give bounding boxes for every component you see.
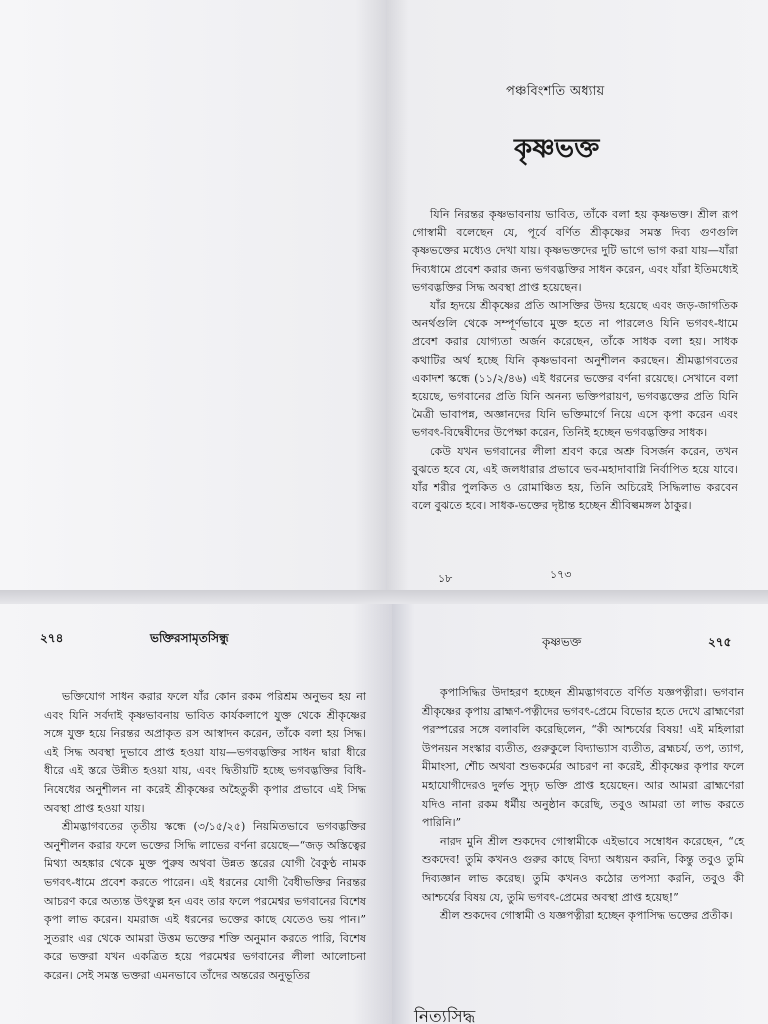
chapter-body	[412, 206, 738, 515]
lower-book-spread	[0, 604, 768, 1024]
paragraph: কৃপাসিদ্ধির উদাহরণ হচ্ছেন শ্রীমদ্ভাগবতে বর্ণিত যজ্ঞপত্নীরা। ভগবান শ্রীকৃষ্ণের কৃপায় ব্রাহ্মণ-পত্নীদের ভগবৎ-প্রেমে বিভোর হতে দেখে ব্রাহ্মণেরা পরস্পরের সঙ্গে বলাবলি করেছিলেন, “কী আশ্চর্যের বিষয়! এই মহিলারা উপনয়ন সংস্কার ব্যতীত, গুরুকুলে বিদ্যাভ্যাস ব্যতীত, ব্রহ্মচর্য, তপ, ত্যাগ, মীমাংসা, শৌচ অথবা শুভকর্মের আচরণ না করেই, শ্রীকৃষ্ণের কৃপার ফলে মহাযোগীদেরও দুর্লভ সুদৃঢ় ভক্তি প্রাপ্ত হয়েছেন। আর আমরা ব্রাহ্মণেরা যদিও নানা রকম ধর্মীয় অনুষ্ঠান করেছি, তবুও আমরা তা লাভ করতে পারিনি।”	[422, 686, 744, 830]
running-title: ভক্তিরসামৃতসিন্ধু	[150, 631, 229, 645]
spread-divider	[0, 590, 768, 604]
paragraph: শ্রীমদ্ভাগবতের তৃতীয় স্কন্ধে (৩/১৫/২৫) নিয়মিতভাবে ভগবদ্ভক্তির অনুশীলন করার ফলে ভক্তের সিদ্ধি লাভের বর্ণনা রয়েছে—“জড় অস্তিত্বের মিথ্যা অহঙ্কার থেকে মুক্ত পুরুষ অথবা উন্নত স্তরের যোগী বৈকুণ্ঠ নামক ভগবৎ-ধামে প্রবেশ করতে পারেন। এই ধরনের যোগী বৈধীভক্তির নিরন্তর আচরণ করে অত্যন্ত উৎফুল্ল হন এবং তার ফলে পরমেশ্বর ভগবানের বিশেষ কৃপা লাভ করেন। যমরাজ এই ধরনের ভক্তের কাছে যেতেও ভয় পান।” সুতরাং এর থেকে আমরা উত্তম ভক্তের শক্তি অনুমান করতে পারি, বিশেষ করে ভক্তরা যখন একত্রিত হয়ে পরমেশ্বর ভগবানের লীলা আলোচনা করেন। সেই সমস্ত ভক্তরা এমনভাবে তাঁদের অন্তরের অনুভূতির	[44, 820, 366, 982]
page-number: ১৭৩	[550, 568, 572, 581]
page-number: ২৭৫	[708, 635, 732, 649]
signature-mark: ১৮	[438, 572, 453, 585]
paragraph: যাঁর হৃদয়ে শ্রীকৃষ্ণের প্রতি আসক্তির উদয় হয়েছে এবং জড়-জাগতিক অনর্থগুলি থেকে সম্পূর্ণভাবে মুক্ত হতে না পারলেও যিনি ভগবৎ-ধামে প্রবেশ করার যোগ্যতা অর্জন করেছেন, তাঁকে সাধক বলা হয়। সাধক কথাটির অর্থ হচ্ছে যিনি কৃষ্ণভাবনা অনুশীলন করছেন। শ্রীমদ্ভাগবতের একাদশ স্কন্ধে (১১/২/৪৬) এই ধরনের ভক্তের বর্ণনা রয়েছে। সেখানে বলা হয়েছে, ভগবানের প্রতি যিনি অনন্য ভক্তিপরায়ণ, ভগবদ্ভক্তের প্রতি যিনি মৈত্রী ভাবাপন্ন, অজ্ঞানদের যিনি ভক্তিমার্গে নিয়ে এসে কৃপা করেন এবং ভগবৎ-বিদ্বেষীদের উপেক্ষা করেন, তিনিই হচ্ছেন ভগবদ্ভক্তির সাধক।	[412, 299, 738, 440]
paragraph: নারদ মুনি শ্রীল শুকদেব গোস্বামীকে এইভাবে সম্বোধন করেছেন, “হে শুকদেব! তুমি কখনও গুরুর কাছে বিদ্যা অধ্যয়ন করনি, কিন্তু তবুও তুমি দিব্যজ্ঞান লাভ করেছ। তুমি কখনও কঠোর তপস্যা করনি, তবুও কী আশ্চর্যের বিষয় যে, তুমি ভগবৎ-প্রেমের অবস্থা প্রাপ্ত হয়েছ!”	[422, 834, 744, 904]
running-title: কৃষ্ণভক্ত	[542, 635, 582, 649]
paragraph: ভক্তিযোগ সাধন করার ফলে যাঁর কোন রকম পরিশ্রম অনুভব হয় না এবং যিনি সর্বদাই কৃষ্ণভাবনায় ভাবিত কার্যকলাপে যুক্ত থেকে শ্রীকৃষ্ণের সঙ্গে যুক্ত হয়ে নিরন্তর অপ্রাকৃত রস আস্বাদন করেন, তাঁকে বলা হয় সিদ্ধ। এই সিদ্ধ অবস্থা দুভাবে প্রাপ্ত হওয়া যায়—ভগবদ্ভক্তির সাধন দ্বারা ধীরে ধীরে এই স্তরে উন্নীত হওয়া যায়, এবং দ্বিতীয়টি হচ্ছে ভগবদ্ভক্তির বিধি-নিষেধের অনুশীলন না করেই শ্রীকৃষ্ণের অহৈতুকী কৃপার প্রভাবে এই সিদ্ধ অবস্থা প্রাপ্ত হওয়া যায়।	[44, 690, 366, 815]
chapter-heading: পঞ্চবিংশতি অধ্যায়	[506, 84, 605, 99]
paragraph: শ্রীল শুকদেব গোস্বামী ও যজ্ঞপত্নীরা হচ্ছেন কৃপাসিদ্ধ ভক্তের প্রতীক।	[440, 909, 733, 923]
blank-left-page	[0, 0, 386, 590]
paragraph: যিনি নিরন্তর কৃষ্ণভাবনায় ভাবিত, তাঁকে বলা হয় কৃষ্ণভক্ত। শ্রীল রূপ গোস্বামী বলেছেন যে, পূর্বে বর্ণিত শ্রীকৃষ্ণের সমস্ত দিব্য গুণগুলি কৃষ্ণভক্তের মধ্যেও দেখা যায়। কৃষ্ণভক্তদের দুটি ভাগে ভাগ করা যায়—যাঁরা দিব্যধামে প্রবেশ করার জন্য ভগবদ্ভক্তির সাধন করেন, এবং যাঁরা ইতিমধ্যেই ভগবদ্ভক্তির সিদ্ধ অবস্থা প্রাপ্ত হয়েছেন।	[412, 208, 738, 294]
chapter-opening-page	[386, 0, 768, 590]
left-text-page	[0, 604, 392, 1024]
paragraph: কেউ যখন ভগবানের লীলা শ্রবণ করে অশ্রু বিসর্জন করেন, তখন বুঝতে হবে যে, এই জলধারার প্রভাবে ভব-মহাদাবাগ্নি নির্বাপিত হয়ে যাবে। যাঁর শরীর পুলকিত ও রোমাঞ্চিত হয়, তিনি অচিরেই সিদ্ধিলাভ করবেন বলে বুঝতে হবে। সাধক-ভক্তের দৃষ্টান্ত হচ্ছেন শ্রীবিল্বমঙ্গল ঠাকুর।	[412, 444, 738, 513]
section-heading: নিত্যসিদ্ধ	[414, 1007, 476, 1024]
right-text-page	[392, 604, 768, 1024]
page-body	[422, 684, 744, 926]
chapter-title: কৃষ্ণভক্ত	[514, 134, 600, 164]
page-body	[44, 688, 366, 986]
page-number: ২৭৪	[40, 631, 64, 645]
